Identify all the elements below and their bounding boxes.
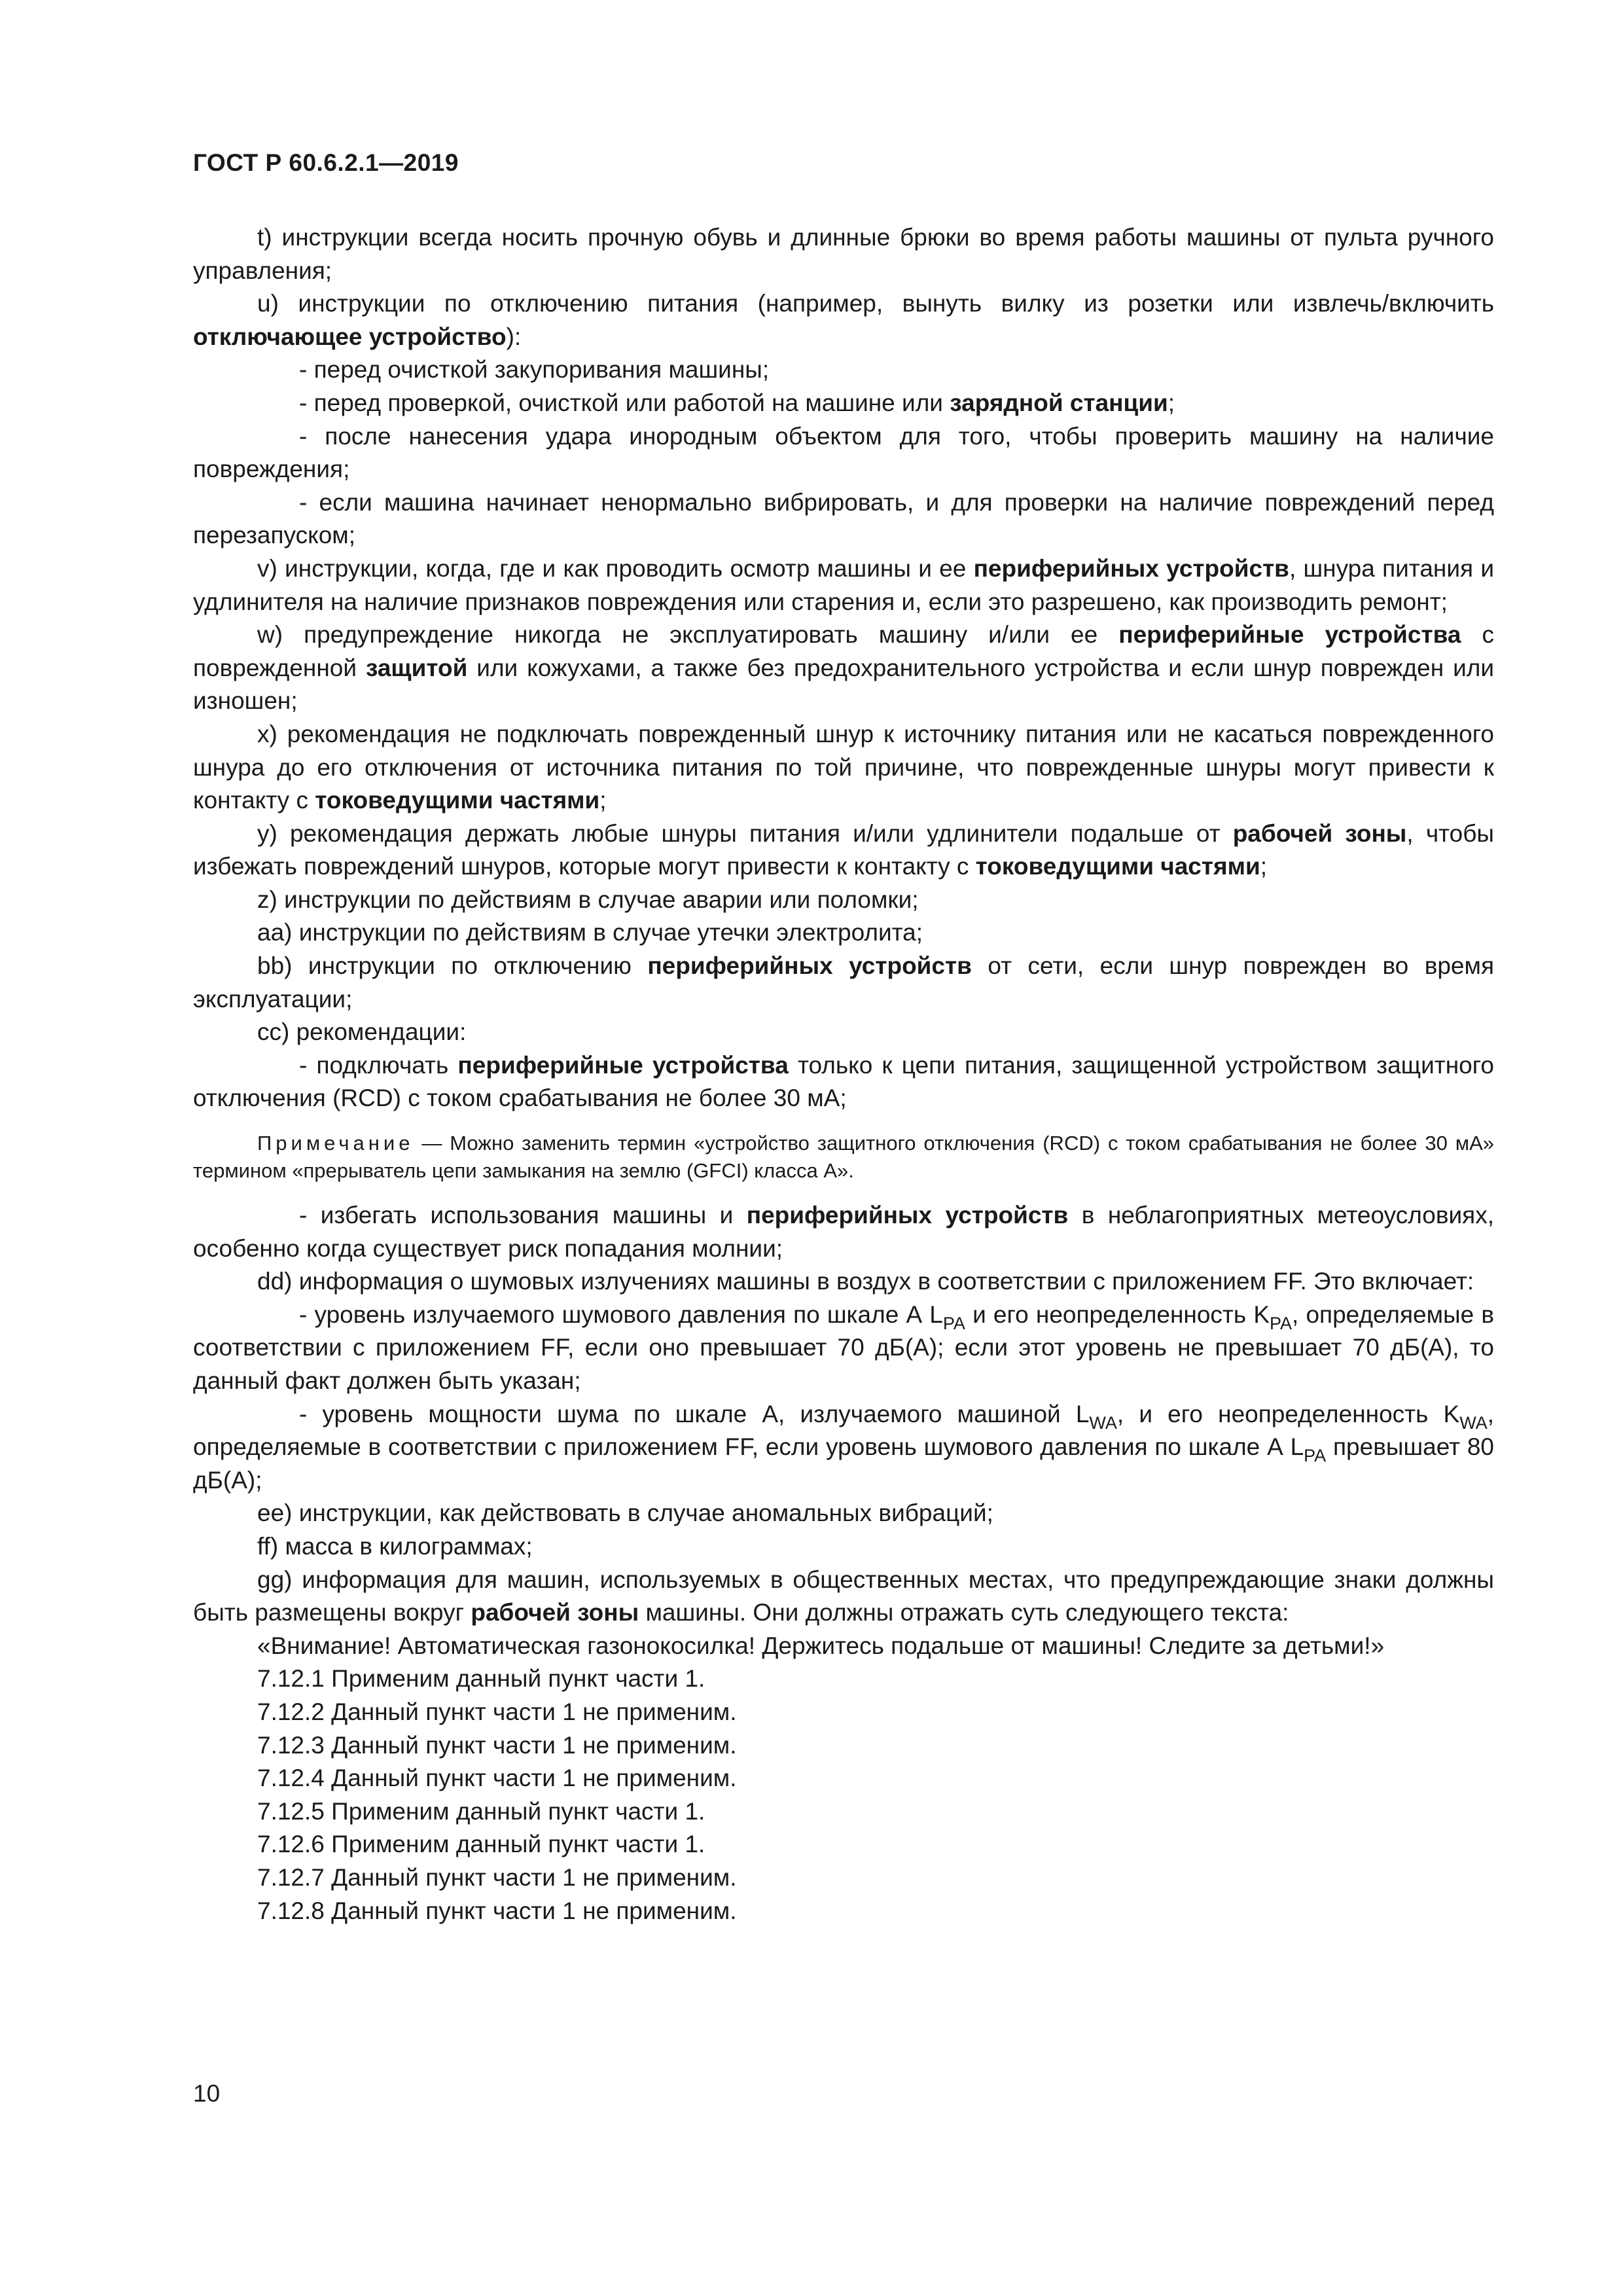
item-gg: gg) информация для машин, используемых в общественных местах, что предупреждающие знаки должны быть размещены вокруг рабочей зоны машины. Они должны отражать суть следующего текста: xyxy=(193,1566,1494,1626)
item-ff: ff) масса в килограммах; xyxy=(257,1532,533,1560)
item-dd: dd) информация о шумовых излучениях машины в воздух в соответствии с приложением FF. Это включает: xyxy=(257,1268,1474,1295)
note-label: Примечание xyxy=(257,1132,414,1155)
item-dd-sub-2: - уровень мощности шума по шкале А, излучаемого машиной $L_{WA}$, и его неопределенность $K_{WA}$, определяемые в соответствии с приложением FF, если уровень шумового давления по шкале А $L_{PA}$ превышает 80 дБ(А); xyxy=(193,1400,1494,1494)
item-u-sub-4: - если машина начинает ненормально вибрировать, и для проверки на наличие повреждений перед перезапуском; xyxy=(193,488,1494,549)
document-body xyxy=(193,221,1494,1928)
item-u-sub-3: - после нанесения удара инородным объектом для того, чтобы проверить машину на наличие повреждения; xyxy=(193,422,1494,483)
item-cc: cc) рекомендации: xyxy=(257,1018,467,1046)
page-number: 10 xyxy=(193,2080,221,2107)
item-cc-sub-2: - избегать использования машины и периферийных устройств в неблагоприятных метеоусловиях, особенно когда существует риск попадания молнии; xyxy=(193,1202,1494,1262)
clause-7-12-7: 7.12.7 Данный пункт части 1 не применим. xyxy=(257,1863,737,1891)
item-v: v) инструкции, когда, где и как проводить осмотр машины и ее периферийных устройств, шнура питания и удлинителя на наличие признаков повреждения или старения и, если это разрешено, как производить ремонт; xyxy=(193,554,1494,615)
note xyxy=(193,1130,1494,1185)
item-u-sub-2: - перед проверкой, очисткой или работой на машине или зарядной станции; xyxy=(299,389,1175,416)
item-w: w) предупреждение никогда не эксплуатировать машину и/или ее периферийные устройства с поврежденной защитой или кожухами, а также без предохранительного устройства и если шнур поврежден или изношен; xyxy=(193,621,1495,715)
clause-7-12-6: 7.12.6 Применим данный пункт части 1. xyxy=(257,1831,705,1858)
item-u: u) инструкции по отключению питания (например, вынуть вилку из розетки или извлечь/включить отключающее устройство): xyxy=(193,290,1494,350)
item-dd-sub-1: - уровень излучаемого шумового давления по шкале А $L_{PA}$ и его неопределенность $K_{PA}$, определяемые в соответствии с приложением FF, если оно превышает 70 дБ(А); если этот уровень не превышает 70 дБ(А), то данный факт должен быть указан; xyxy=(193,1300,1495,1394)
note-text: — Можно заменить термин «устройство защитного отключения (RCD) с током срабатывания не более 30 мА» термином «прерыватель цепи замыкания на землю (GFCI) класса А». xyxy=(193,1132,1494,1183)
item-ee: ee) инструкции, как действовать в случае аномальных вибраций; xyxy=(257,1499,993,1527)
item-x: x) рекомендация не подключать поврежденный шнур к источнику питания или не касаться поврежденного шнура до его отключения от источника питания по той причине, что поврежденные шнуры могут привести к контакту с токоведущими частями; xyxy=(193,720,1494,814)
clause-7-12-1: 7.12.1 Применим данный пункт части 1. xyxy=(257,1665,705,1693)
item-u-sub-1: - перед очисткой закупоривания машины; xyxy=(299,356,770,384)
item-z: z) инструкции по действиям в случае аварии или поломки; xyxy=(257,886,919,913)
clause-7-12-2: 7.12.2 Данный пункт части 1 не применим. xyxy=(257,1698,737,1725)
clause-7-12-4: 7.12.4 Данный пункт части 1 не применим. xyxy=(257,1765,737,1792)
warning-quote: «Внимание! Автоматическая газонокосилка! Держитесь подальше от машины! Следите за детьми!» xyxy=(257,1632,1385,1659)
item-t: t) инструкции всегда носить прочную обувь и длинные брюки во время работы машины от пульта ручного управления; xyxy=(193,224,1494,284)
document-header: ГОСТ Р 60.6.2.1—2019 xyxy=(193,149,459,176)
item-y: y) рекомендация держать любые шнуры питания и/или удлинители подальше от рабочей зоны, чтобы избежать повреждений шнуров, которые могут привести к контакту с токоведущими частями; xyxy=(193,819,1494,880)
clause-7-12-5: 7.12.5 Применим данный пункт части 1. xyxy=(257,1797,705,1825)
clause-7-12-3: 7.12.3 Данный пункт части 1 не применим. xyxy=(257,1731,737,1759)
clause-7-12-8: 7.12.8 Данный пункт части 1 не применим. xyxy=(257,1897,737,1924)
item-aa: aa) инструкции по действиям в случае утечки электролита; xyxy=(257,919,923,946)
item-bb: bb) инструкции по отключению периферийных устройств от сети, если шнур поврежден во время эксплуатации; xyxy=(193,952,1494,1013)
item-cc-sub-1: - подключать периферийные устройства только к цепи питания, защищенной устройством защитного отключения (RCD) с током срабатывания не более 30 мА; xyxy=(193,1051,1494,1112)
